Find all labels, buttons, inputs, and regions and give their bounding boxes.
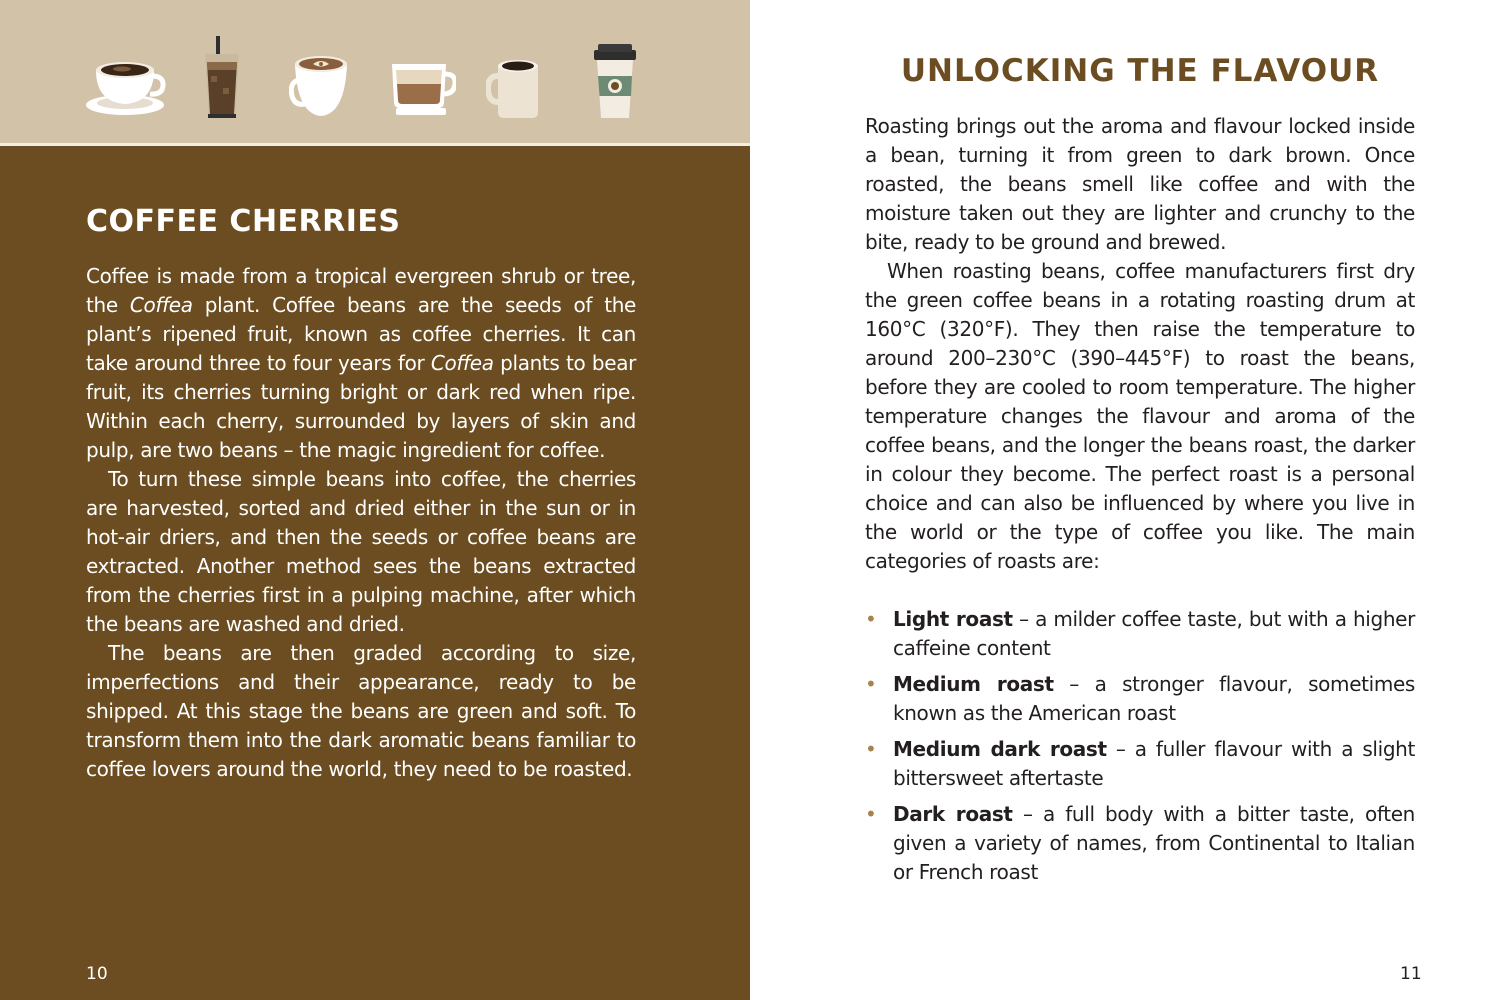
roast-name: Medium dark roast: [893, 737, 1107, 761]
right-page: [750, 0, 1500, 1000]
coffee-icon-band: [0, 0, 750, 143]
bullet-icon: •: [865, 802, 877, 826]
roast-description: – a fuller flavour with a slight bittersweet aftertaste: [893, 737, 1416, 790]
coffee-icons-row: [84, 36, 644, 122]
roast-categories-list: [865, 605, 1415, 894]
bullet-icon: •: [865, 672, 877, 696]
roast-name: Dark roast: [893, 802, 1013, 826]
band-divider: [0, 143, 750, 146]
page-number-right: 11: [1400, 964, 1422, 984]
left-page-title: COFFEE CHERRIES: [86, 204, 401, 239]
page-number-left: 10: [86, 964, 108, 984]
roast-description: – a stronger flavour, sometimes known as the American roast: [893, 672, 1415, 725]
roast-name: Light roast: [893, 607, 1013, 631]
glass-coffee-cup-icon: [386, 36, 456, 122]
left-paragraph-3: The beans are then graded according to size, imperfections and their appearance, ready to be shipped. At this stage the beans are green and soft. To transform them into the dark aromatic beans familiar to coffee lovers around the world, they need to be roasted.: [86, 641, 636, 781]
right-page-title: UNLOCKING THE FLAVOUR: [900, 53, 1380, 89]
espresso-cup-icon: [84, 36, 166, 122]
roast-name: Medium roast: [893, 672, 1054, 696]
roast-description: – a milder coffee taste, but with a higher caffeine content: [893, 607, 1415, 660]
list-item: [865, 735, 1415, 793]
iced-coffee-glass-icon: [199, 36, 245, 122]
left-paragraph-2: To turn these simple beans into coffee, the cherries are harvested, sorted and dried either in the sun or in hot-air driers, and then the seeds or coffee beans are extracted. Another method sees the beans extracted from the cherries first in a pulping machine, after which the beans are washed and dried.: [86, 467, 636, 636]
list-item: [865, 605, 1415, 663]
right-page-body: [865, 112, 1415, 576]
right-paragraph-1: Roasting brings out the aroma and flavour locked inside a bean, turning it from green to dark brown. Once roasted, the beans smell like coffee and with the moisture taken out they are lighter and crunchy to the bite, ready to be ground and brewed.: [865, 114, 1415, 254]
latte-art-cup-icon: [289, 36, 355, 122]
bullet-icon: •: [865, 607, 877, 631]
right-paragraph-2: When roasting beans, coffee manufacturers first dry the green coffee beans in a rotating roasting drum at 160°C (320°F). They then raise the temperature to around 200–230°C (390–445°F) to roast the beans, before they are cooled to room temperature. The higher temperature changes the flavour and aroma of the coffee beans, and the longer the beans roast, the darker in colour they become. The perfect roast is a personal choice and can also be influenced by where you live in the world or the type of coffee you like. The main categories of roasts are:: [865, 259, 1415, 573]
mug-icon: [486, 36, 548, 122]
list-item: [865, 670, 1415, 728]
left-paragraph-1: Coffee is made from a tropical evergreen shrub or tree, the Coffea plant. Coffee beans are the seeds of the plant’s ripened fruit, known as coffee cherries. It can take around three to four years for Coffea plants to bear fruit, its cherries turning bright or dark red when ripe. Within each cherry, surrounded by layers of skin and pulp, are two beans – the magic ingredient for coffee.: [86, 264, 637, 462]
roast-description: – a full body with a bitter taste, often given a variety of names, from Continental to Italian or French roast: [893, 802, 1415, 884]
bullet-icon: •: [865, 737, 877, 761]
left-page-body: [86, 262, 636, 784]
takeaway-cup-icon: [590, 36, 640, 122]
list-item: [865, 800, 1415, 887]
